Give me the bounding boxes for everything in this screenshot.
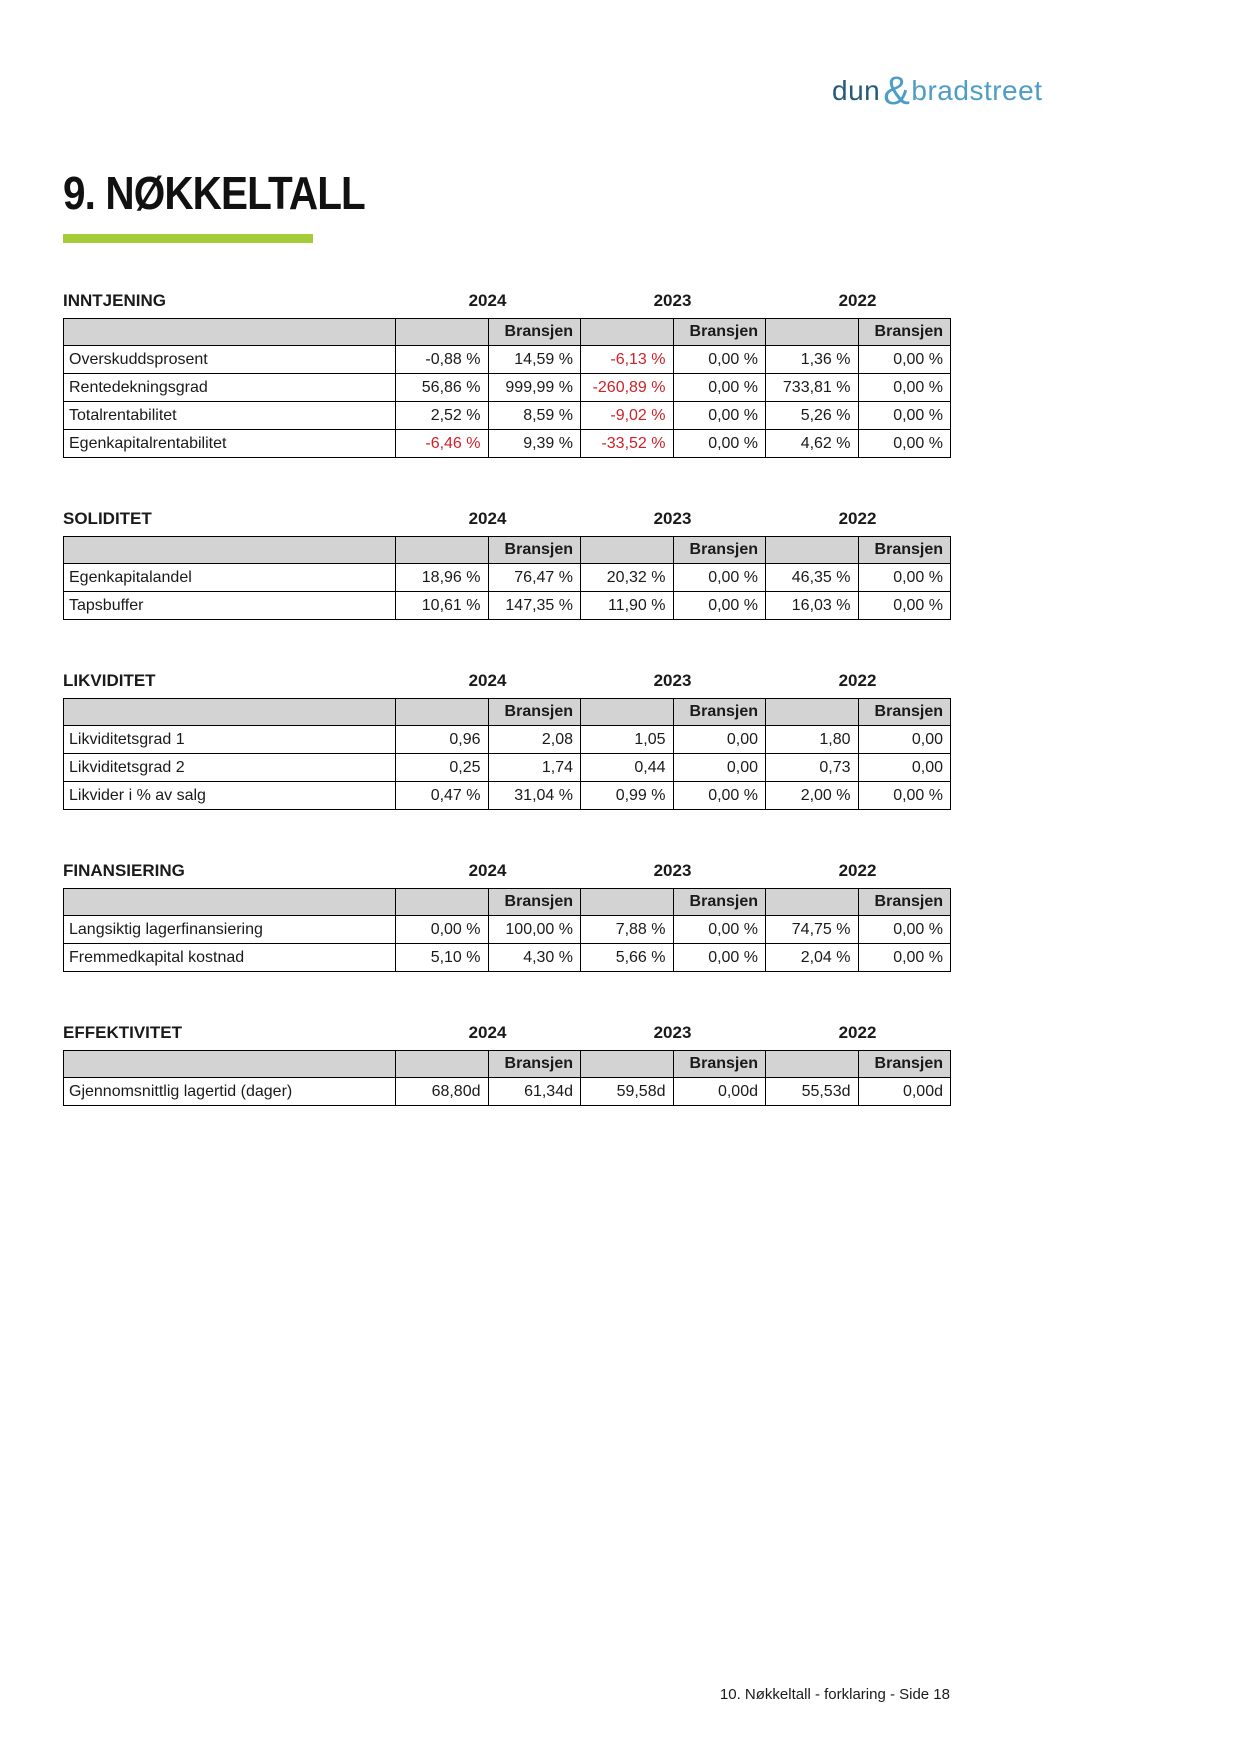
bransjen-header-cell: Bransjen	[488, 889, 581, 916]
year-label: 2024	[468, 291, 507, 310]
value-cell: 2,52 %	[396, 402, 489, 430]
section-title: INNTJENING	[63, 291, 166, 310]
value-cell: -0,88 %	[396, 346, 489, 374]
value-cell: 7,88 %	[581, 916, 674, 944]
header-empty-cell	[766, 319, 859, 346]
section-header	[63, 289, 950, 311]
value-cell: -33,52 %	[581, 430, 674, 458]
value-cell: 55,53d	[766, 1078, 859, 1106]
value-cell: 46,35 %	[766, 564, 859, 592]
value-cell: 0,00d	[858, 1078, 951, 1106]
value-cell: 68,80d	[396, 1078, 489, 1106]
table-row	[64, 402, 951, 430]
section-title: FINANSIERING	[63, 861, 185, 880]
bransjen-header-cell: Bransjen	[858, 537, 951, 564]
row-label: Likvider i % av salg	[64, 782, 396, 810]
row-label: Gjennomsnittlig lagertid (dager)	[64, 1078, 396, 1106]
row-label: Tapsbuffer	[64, 592, 396, 620]
bransjen-header-cell: Bransjen	[488, 1051, 581, 1078]
value-cell: 0,73	[766, 754, 859, 782]
table-row	[64, 430, 951, 458]
kpi-table	[63, 1050, 951, 1106]
kpi-table	[63, 536, 951, 620]
header-empty-cell	[396, 537, 489, 564]
value-cell: 0,00 %	[858, 782, 951, 810]
year-label: 2024	[468, 671, 507, 690]
year-label: 2022	[838, 1023, 877, 1042]
value-cell: 61,34d	[488, 1078, 581, 1106]
table-header-row	[64, 699, 951, 726]
bransjen-header-cell: Bransjen	[488, 319, 581, 346]
year-label: 2022	[838, 291, 877, 310]
value-cell: 0,00	[858, 754, 951, 782]
section-title: EFFEKTIVITET	[63, 1023, 182, 1042]
value-cell: 0,00 %	[673, 944, 766, 972]
value-cell: 0,00d	[673, 1078, 766, 1106]
year-label: 2024	[468, 1023, 507, 1042]
value-cell: 5,66 %	[581, 944, 674, 972]
year-label: 2023	[653, 291, 692, 310]
section-header	[63, 859, 950, 881]
header-empty-cell	[581, 699, 674, 726]
value-cell: 0,96	[396, 726, 489, 754]
value-cell: 9,39 %	[488, 430, 581, 458]
row-label: Overskuddsprosent	[64, 346, 396, 374]
value-cell: 0,00 %	[673, 402, 766, 430]
value-cell: 31,04 %	[488, 782, 581, 810]
header-empty-cell	[64, 889, 396, 916]
value-cell: 0,00 %	[673, 564, 766, 592]
table-row	[64, 754, 951, 782]
value-cell: 0,00 %	[858, 944, 951, 972]
value-cell: 0,00 %	[858, 564, 951, 592]
value-cell: 4,30 %	[488, 944, 581, 972]
table-row	[64, 916, 951, 944]
bransjen-header-cell: Bransjen	[858, 319, 951, 346]
bransjen-header-cell: Bransjen	[858, 699, 951, 726]
value-cell: 11,90 %	[581, 592, 674, 620]
bransjen-header-cell: Bransjen	[673, 537, 766, 564]
header-empty-cell	[396, 1051, 489, 1078]
value-cell: 0,47 %	[396, 782, 489, 810]
row-label: Fremmedkapital kostnad	[64, 944, 396, 972]
value-cell: 0,00 %	[858, 592, 951, 620]
year-label: 2023	[653, 861, 692, 880]
row-label: Likviditetsgrad 2	[64, 754, 396, 782]
table-row	[64, 346, 951, 374]
header-empty-cell	[581, 889, 674, 916]
value-cell: 1,74	[488, 754, 581, 782]
kpi-table	[63, 698, 951, 810]
value-cell: 5,26 %	[766, 402, 859, 430]
logo-text-dun: dun	[832, 75, 881, 106]
header-empty-cell	[581, 1051, 674, 1078]
value-cell: 0,00	[858, 726, 951, 754]
value-cell: 0,00 %	[858, 402, 951, 430]
header-empty-cell	[396, 319, 489, 346]
row-label: Likviditetsgrad 1	[64, 726, 396, 754]
report-sections	[63, 289, 950, 1106]
value-cell: 74,75 %	[766, 916, 859, 944]
bransjen-header-cell: Bransjen	[858, 1051, 951, 1078]
value-cell: 4,62 %	[766, 430, 859, 458]
value-cell: 59,58d	[581, 1078, 674, 1106]
header-empty-cell	[64, 1051, 396, 1078]
value-cell: 2,04 %	[766, 944, 859, 972]
value-cell: -9,02 %	[581, 402, 674, 430]
header-empty-cell	[766, 537, 859, 564]
header-empty-cell	[766, 889, 859, 916]
row-label: Totalrentabilitet	[64, 402, 396, 430]
bransjen-header-cell: Bransjen	[858, 889, 951, 916]
page-title: 9. NØKKELTALL	[63, 167, 365, 219]
value-cell: 0,00 %	[858, 916, 951, 944]
value-cell: 2,00 %	[766, 782, 859, 810]
value-cell: 5,10 %	[396, 944, 489, 972]
value-cell: 0,25	[396, 754, 489, 782]
value-cell: 1,05	[581, 726, 674, 754]
report-content	[63, 0, 950, 1106]
value-cell: 8,59 %	[488, 402, 581, 430]
bransjen-header-cell: Bransjen	[673, 1051, 766, 1078]
kpi-section	[63, 859, 950, 972]
value-cell: 0,00 %	[673, 430, 766, 458]
bransjen-header-cell: Bransjen	[488, 537, 581, 564]
title-accent-bar	[63, 234, 313, 243]
header-empty-cell	[396, 889, 489, 916]
header-empty-cell	[64, 319, 396, 346]
value-cell: 0,00 %	[673, 916, 766, 944]
kpi-section	[63, 1021, 950, 1106]
year-label: 2022	[838, 861, 877, 880]
kpi-table	[63, 318, 951, 458]
row-label: Egenkapitalrentabilitet	[64, 430, 396, 458]
page-footer: 10. Nøkkeltall - forklaring - Side 18	[719, 1686, 950, 1703]
row-label: Langsiktig lagerfinansiering	[64, 916, 396, 944]
bransjen-header-cell: Bransjen	[673, 319, 766, 346]
kpi-section	[63, 507, 950, 620]
header-empty-cell	[64, 699, 396, 726]
ampersand-icon: &	[883, 69, 911, 113]
year-label: 2022	[838, 509, 877, 528]
value-cell: 76,47 %	[488, 564, 581, 592]
value-cell: 0,00 %	[396, 916, 489, 944]
bransjen-header-cell: Bransjen	[673, 699, 766, 726]
value-cell: 0,00 %	[858, 430, 951, 458]
year-label: 2023	[653, 1023, 692, 1042]
value-cell: 999,99 %	[488, 374, 581, 402]
kpi-section	[63, 669, 950, 810]
value-cell: 16,03 %	[766, 592, 859, 620]
value-cell: 0,44	[581, 754, 674, 782]
table-row	[64, 1078, 951, 1106]
table-row	[64, 592, 951, 620]
value-cell: 0,00 %	[673, 782, 766, 810]
header-empty-cell	[766, 699, 859, 726]
value-cell: 147,35 %	[488, 592, 581, 620]
value-cell: 0,00 %	[858, 346, 951, 374]
section-header	[63, 507, 950, 529]
value-cell: 0,00 %	[858, 374, 951, 402]
header-empty-cell	[581, 537, 674, 564]
value-cell: -6,46 %	[396, 430, 489, 458]
table-row	[64, 944, 951, 972]
table-header-row	[64, 889, 951, 916]
value-cell: 1,80	[766, 726, 859, 754]
bransjen-header-cell: Bransjen	[673, 889, 766, 916]
kpi-section	[63, 289, 950, 458]
value-cell: 1,36 %	[766, 346, 859, 374]
row-label: Rentedekningsgrad	[64, 374, 396, 402]
section-title: SOLIDITET	[63, 509, 152, 528]
value-cell: 56,86 %	[396, 374, 489, 402]
bransjen-header-cell: Bransjen	[488, 699, 581, 726]
header-empty-cell	[396, 699, 489, 726]
value-cell: 0,00	[673, 754, 766, 782]
year-label: 2023	[653, 671, 692, 690]
row-label: Egenkapitalandel	[64, 564, 396, 592]
year-label: 2022	[838, 671, 877, 690]
header-empty-cell	[64, 537, 396, 564]
header-empty-cell	[581, 319, 674, 346]
value-cell: 0,00 %	[673, 374, 766, 402]
table-header-row	[64, 319, 951, 346]
table-header-row	[64, 537, 951, 564]
section-header	[63, 1021, 950, 1043]
value-cell: 0,99 %	[581, 782, 674, 810]
table-row	[64, 564, 951, 592]
value-cell: -6,13 %	[581, 346, 674, 374]
value-cell: 733,81 %	[766, 374, 859, 402]
section-title: LIKVIDITET	[63, 671, 156, 690]
value-cell: 10,61 %	[396, 592, 489, 620]
value-cell: 100,00 %	[488, 916, 581, 944]
value-cell: -260,89 %	[581, 374, 674, 402]
value-cell: 20,32 %	[581, 564, 674, 592]
kpi-table	[63, 888, 951, 972]
header-empty-cell	[766, 1051, 859, 1078]
value-cell: 14,59 %	[488, 346, 581, 374]
value-cell: 0,00	[673, 726, 766, 754]
value-cell: 0,00 %	[673, 592, 766, 620]
table-row	[64, 782, 951, 810]
value-cell: 0,00 %	[673, 346, 766, 374]
table-row	[64, 726, 951, 754]
table-row	[64, 374, 951, 402]
value-cell: 2,08	[488, 726, 581, 754]
table-header-row	[64, 1051, 951, 1078]
value-cell: 18,96 %	[396, 564, 489, 592]
year-label: 2023	[653, 509, 692, 528]
year-label: 2024	[468, 861, 507, 880]
logo-text-bradstreet: bradstreet	[911, 75, 1043, 106]
year-label: 2024	[468, 509, 507, 528]
section-header	[63, 669, 950, 691]
